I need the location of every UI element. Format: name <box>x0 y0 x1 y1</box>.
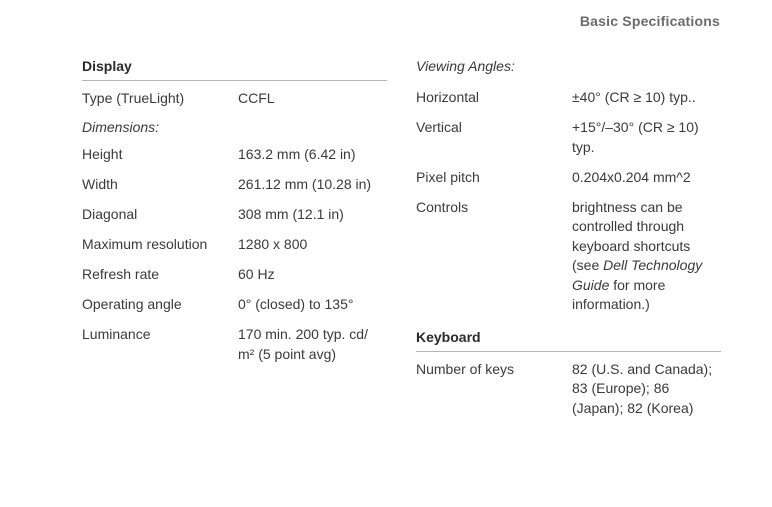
keyboard-heading: Keyboard <box>416 329 721 352</box>
spec-value: 1280 x 800 <box>238 236 308 252</box>
spec-label: Width <box>82 176 118 192</box>
controls-text-end: for more information.) <box>572 276 666 312</box>
spec-value: 170 min. 200 typ. cd/ m² (5 point avg) <box>238 326 368 362</box>
spec-row-vertical <box>416 118 721 157</box>
display-section <box>82 58 387 375</box>
viewing-section <box>416 58 721 429</box>
spec-value: CCFL <box>238 90 275 106</box>
spec-label: Refresh rate <box>82 266 160 282</box>
spec-row-width <box>82 175 387 195</box>
spec-row-controls <box>416 198 721 315</box>
spec-label: Maximum resolution <box>82 236 208 252</box>
spec-value: 308 mm (12.1 in) <box>238 206 344 222</box>
spec-row-operating-angle <box>82 295 387 315</box>
spec-label: Type (TrueLight) <box>82 90 185 106</box>
page-title: Basic Specifications <box>579 13 720 29</box>
spec-label: Pixel pitch <box>416 168 480 185</box>
spec-label: Luminance <box>82 326 151 342</box>
spec-value: 0.204x0.204 mm^2 <box>572 168 691 185</box>
spec-value: 163.2 mm (6.42 in) <box>238 146 356 162</box>
keyboard-section <box>416 329 721 419</box>
dimensions-subheading: Dimensions: <box>82 119 160 135</box>
spec-value <box>572 198 721 315</box>
controls-guide-reference: Dell Technology Guide <box>572 257 703 293</box>
spec-row-diagonal <box>82 205 387 225</box>
spec-row-height <box>82 145 387 165</box>
spec-label: Height <box>82 146 123 162</box>
spec-label: Controls <box>416 198 469 215</box>
spec-row-number-of-keys <box>416 360 721 419</box>
spec-label: Horizontal <box>416 89 480 105</box>
display-heading: Display <box>82 58 387 81</box>
spec-label: Vertical <box>416 119 462 135</box>
spec-row-max-resolution <box>82 235 387 255</box>
spec-value: 82 (U.S. and Canada); 83 (Europe); 86 (Japan); 82 (Korea) <box>572 360 713 416</box>
spec-value: ±40° (CR ≥ 10) typ.. <box>572 89 696 105</box>
spec-label: Diagonal <box>82 206 138 222</box>
spec-value: +15°/–30° (CR ≥ 10) typ. <box>572 119 699 155</box>
spec-label: Operating angle <box>82 296 182 312</box>
spec-row-luminance <box>82 325 387 364</box>
spec-value: 0° (closed) to 135° <box>238 296 354 312</box>
viewing-angles-subheading: Viewing Angles: <box>416 58 515 74</box>
spec-row-horizontal <box>416 88 721 108</box>
spec-value: 261.12 mm (10.28 in) <box>238 176 372 192</box>
spec-value: 60 Hz <box>238 266 275 282</box>
spec-row-pixel-pitch <box>416 168 721 188</box>
controls-text: brightness can be controlled through keyboard shortcuts (see <box>572 198 691 273</box>
spec-row-refresh-rate <box>82 265 387 285</box>
spec-row-type <box>82 89 387 109</box>
spec-label: Number of keys <box>416 360 515 377</box>
